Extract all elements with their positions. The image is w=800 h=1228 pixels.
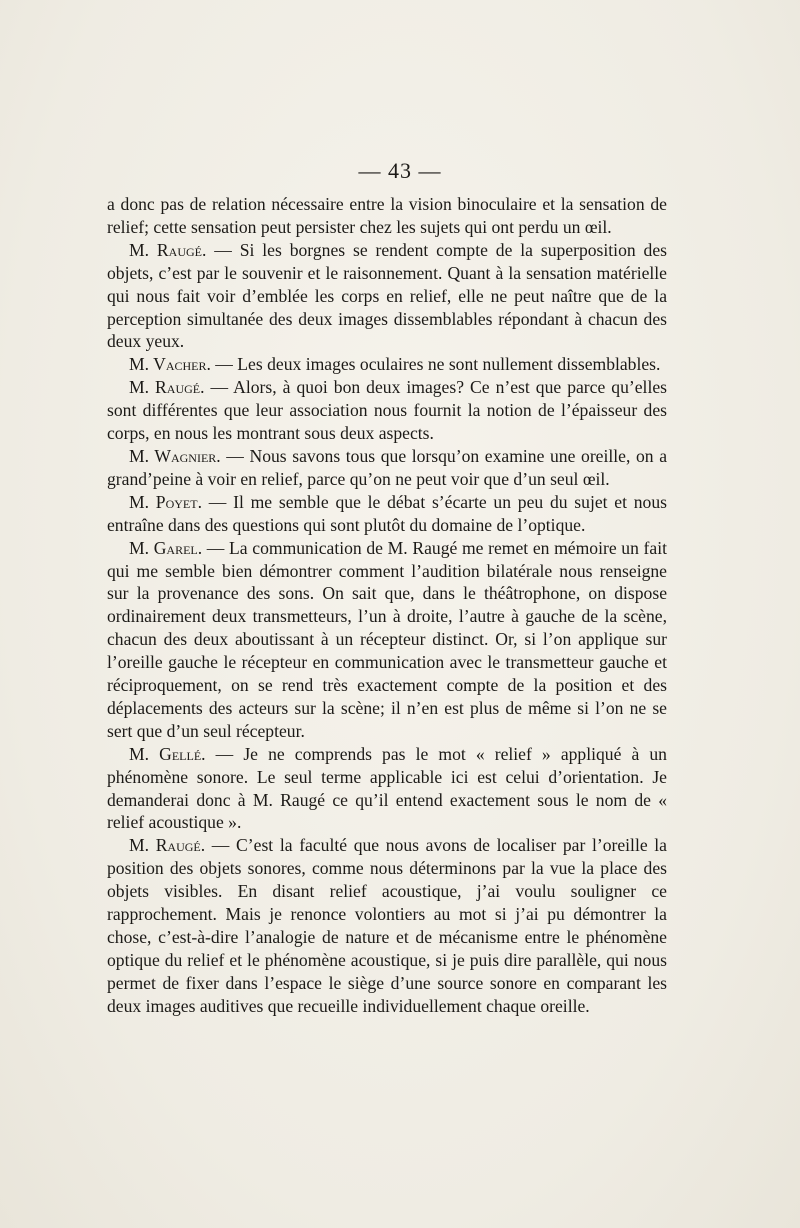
paragraph	[107, 353, 667, 376]
paragraph-text: — La communication de M. Raugé me remet en mémoire un fait qui me semble bien démontrer comment l’audition bilatérale nous renseigne sur la provenance des sons. On sait que, dans le théâtrophone, on dispose ordinairement deux transmetteurs, l’un à droite, l’autre à gauche de la scène, chacun des deux aboutissant à un récepteur distinct. Or, si l’on applique sur l’oreille gauche le récepteur en communication avec le transmetteur gauche et réciproquement, on se rend très exactement compte de la position et des déplacements des acteurs sur la scène; il n’en est plus de même si l’on ne se sert que d’un seul récepteur.	[107, 537, 667, 741]
speaker-name: M. Raugé.	[129, 239, 207, 260]
paragraph-text: — Les deux images oculaires ne sont nullement dissemblables.	[210, 354, 661, 375]
speaker-name: M. Raugé.	[129, 377, 205, 398]
body-text	[107, 193, 667, 1018]
speaker-name: M. Vacher.	[129, 354, 211, 375]
paragraph	[107, 537, 667, 743]
speaker-name: M. Gellé.	[129, 743, 206, 764]
paragraph-text: — Alors, à quoi bon deux images? Ce n’est que parce qu’elles sont différentes que leur association nous fournit la notion de l’épaisseur des corps, en nous les montrant sous deux aspects.	[107, 377, 667, 444]
paragraph	[107, 239, 667, 354]
paragraph-text: a donc pas de relation nécessaire entre la vision binoculaire et la sensation de relief; cette sensation peut persister chez les sujets qui ont perdu un œil.	[107, 194, 667, 237]
paragraph	[107, 743, 667, 835]
speaker-name: M. Raugé.	[129, 835, 206, 856]
speaker-name: M. Wagnier.	[129, 445, 221, 466]
paragraph-text: — Je ne comprends pas le mot « relief » appliqué à un phénomène sonore. Le seul terme applicable ici est celui d’orientation. Je demanderai donc à M. Raugé ce qu’il entend exactement sous le nom de « relief acoustique ».	[107, 743, 667, 833]
speaker-name: M. Poyet.	[129, 491, 202, 512]
paragraph-text: — C’est la faculté que nous avons de localiser par l’oreille la position des objets sonores, comme nous déterminons par la vue la place des objets visibles. En disant relief acoustique, j’ai voulu souligner ce rapprochement. Mais je renonce volontiers au mot si j’ai pu démontrer la chose, c’est-à-dire l’analogie de nature et de mécanisme entre le phénomène optique du relief et le phénomène acoustique, si je puis dire parallèle, qui nous permet de fixer dans l’espace le siège d’une source sonore en comparant les deux images auditives que recueille individuellement chaque oreille.	[107, 835, 667, 1016]
speaker-name: M. Garel.	[129, 537, 203, 558]
paragraph	[107, 834, 667, 1017]
paragraph-text: — Il me semble que le débat s’écarte un peu du sujet et nous entraîne dans des questions qui sont plutôt du domaine de l’optique.	[107, 491, 667, 535]
page-number: — 43 —	[358, 158, 442, 183]
paragraph	[107, 445, 667, 491]
paragraph	[107, 376, 667, 445]
paragraph	[107, 193, 667, 239]
paragraph	[107, 491, 667, 537]
paragraph-text: — Si les borgnes se rendent compte de la superposition des objets, c’est par le souvenir et le raisonnement. Quant à la sensation matérielle qui nous fait voir d’emblée les corps en relief, elle ne peut naître que de la perception simultanée des deux images dissemblables répondant à chacun des deux yeux.	[107, 239, 667, 352]
paragraph-text: — Nous savons tous que lorsqu’on examine une oreille, on a grand’peine à voir en relief, parce qu’on ne peut voir que d’un seul œil.	[107, 445, 667, 489]
